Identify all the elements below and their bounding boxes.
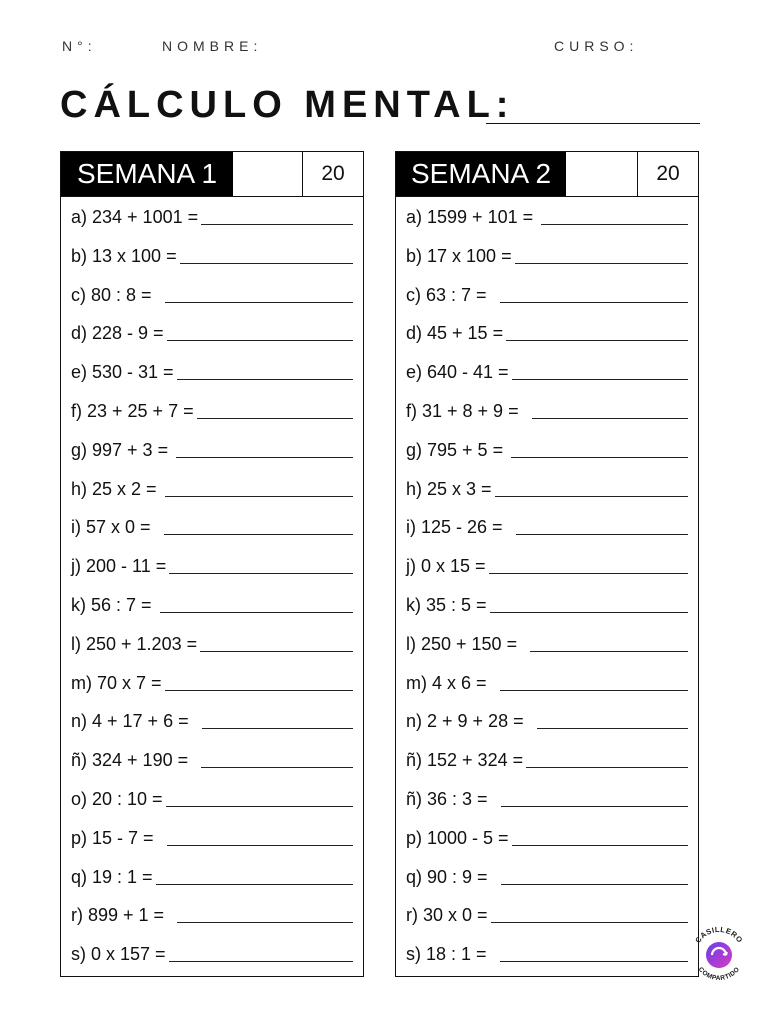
svg-text:CASILLERO <box>693 925 744 945</box>
exercise-expression: a) 1599 + 101 = <box>406 207 539 227</box>
exercise-row <box>406 594 690 633</box>
answer-line[interactable] <box>200 633 353 652</box>
answer-line[interactable] <box>490 594 688 613</box>
answer-line[interactable] <box>532 400 688 419</box>
exercise-row <box>406 439 690 478</box>
exercise-row <box>406 400 690 439</box>
answer-line[interactable] <box>537 710 688 729</box>
exercise-row <box>406 206 690 245</box>
week-1-label: SEMANA 1 <box>61 152 233 196</box>
exercise-row <box>71 710 355 749</box>
week-2-label: SEMANA 2 <box>396 152 566 196</box>
exercise-row <box>406 361 690 400</box>
exercise-expression: o) 20 : 10 = <box>71 788 163 809</box>
exercise-row <box>71 361 355 400</box>
page-title: CÁLCULO MENTAL: <box>60 84 515 126</box>
answer-line[interactable] <box>165 478 353 497</box>
exercise-row <box>71 400 355 439</box>
answer-line[interactable] <box>180 245 353 264</box>
exercise-expression: n) 2 + 9 + 28 = <box>406 711 534 732</box>
casillero-compartido-logo <box>688 924 750 986</box>
exercise-expression: e) 530 - 31 = <box>71 362 174 383</box>
exercise-row <box>71 904 355 943</box>
answer-line[interactable] <box>506 322 688 341</box>
exercise-expression: k) 35 : 5 = <box>406 594 487 615</box>
logo-text-top: CASILLERO <box>693 924 745 945</box>
answer-line[interactable] <box>177 361 353 380</box>
exercise-expression: b) 17 x 100 = <box>406 245 512 266</box>
answer-line[interactable] <box>201 206 353 225</box>
exercise-row <box>406 710 690 749</box>
exercise-expression: j) 200 - 11 = <box>71 556 167 577</box>
exercise-row <box>71 594 355 633</box>
exercise-expression: s) 18 : 1 = <box>406 944 497 965</box>
name-label: NOMBRE: <box>162 38 263 54</box>
exercise-expression: ñ) 152 + 324 = <box>406 750 524 771</box>
answer-line[interactable] <box>197 400 353 419</box>
answer-line[interactable] <box>541 206 688 225</box>
exercise-expression: r) 30 x 0 = <box>406 905 488 926</box>
answer-line[interactable] <box>201 749 353 768</box>
answer-line[interactable] <box>515 245 688 264</box>
exercise-expression: p) 1000 - 5 = <box>406 827 509 848</box>
exercise-expression: c) 63 : 7 = <box>406 284 497 305</box>
exercise-row <box>406 478 690 517</box>
exercise-row <box>71 516 355 555</box>
answer-line[interactable] <box>167 322 353 341</box>
answer-line[interactable] <box>166 788 353 807</box>
exercise-expression: c) 80 : 8 = <box>71 284 162 305</box>
exercise-row <box>406 788 690 827</box>
answer-line[interactable] <box>156 866 353 885</box>
number-label: N°: <box>62 38 97 54</box>
exercise-row <box>406 322 690 361</box>
exercise-expression: f) 23 + 25 + 7 = <box>71 400 194 421</box>
exercise-expression: ñ) 36 : 3 = <box>406 788 498 809</box>
exercise-row <box>71 245 355 284</box>
exercise-row <box>406 749 690 788</box>
answer-line[interactable] <box>516 516 688 535</box>
exercise-expression: p) 15 - 7 = <box>71 827 164 848</box>
answer-line[interactable] <box>500 943 688 962</box>
exercise-expression: i) 57 x 0 = <box>71 517 161 538</box>
exercise-row <box>71 322 355 361</box>
exercise-expression: b) 13 x 100 = <box>71 245 177 266</box>
week-1-header <box>61 152 363 197</box>
exercise-row <box>406 284 690 323</box>
exercise-expression: e) 640 - 41 = <box>406 362 509 383</box>
exercise-expression: m) 4 x 6 = <box>406 672 497 693</box>
exercise-row <box>71 555 355 594</box>
exercise-row <box>406 633 690 672</box>
exercise-row <box>71 943 355 982</box>
answer-line[interactable] <box>169 943 353 962</box>
exercise-row <box>71 206 355 245</box>
exercise-row <box>71 478 355 517</box>
exercise-row <box>406 827 690 866</box>
exercise-row <box>406 904 690 943</box>
exercise-expression: ñ) 324 + 190 = <box>71 750 199 771</box>
answer-line[interactable] <box>165 284 353 303</box>
exercise-row <box>71 439 355 478</box>
answer-line[interactable] <box>501 788 688 807</box>
answer-line[interactable] <box>164 516 353 535</box>
exercise-row <box>71 827 355 866</box>
exercise-expression: k) 56 : 7 = <box>71 594 157 615</box>
answer-line[interactable] <box>169 555 353 574</box>
exercise-row <box>71 284 355 323</box>
week-2-exercise-list <box>406 206 690 982</box>
answer-line[interactable] <box>526 749 688 768</box>
exercise-row <box>71 749 355 788</box>
week-1-score: 20 <box>302 152 363 196</box>
answer-line[interactable] <box>501 866 688 885</box>
week-2-column <box>395 151 699 977</box>
week-1-exercise-list <box>71 206 355 982</box>
exercise-expression: r) 899 + 1 = <box>71 905 175 926</box>
title-answer-line[interactable] <box>486 123 700 124</box>
exercise-expression: g) 795 + 5 = <box>406 439 509 460</box>
week-1-column <box>60 151 364 977</box>
exercise-expression: m) 70 x 7 = <box>71 672 162 693</box>
answer-line[interactable] <box>491 904 688 923</box>
exercise-expression: d) 228 - 9 = <box>71 323 164 344</box>
exercise-row <box>406 866 690 905</box>
answer-line[interactable] <box>512 827 688 846</box>
svg-text:COMPARTIDO <box>697 966 741 982</box>
exercise-expression: l) 250 + 1.203 = <box>71 633 198 654</box>
exercise-row <box>71 788 355 827</box>
exercise-expression: h) 25 x 2 = <box>71 478 162 499</box>
answer-line[interactable] <box>512 361 688 380</box>
exercise-row <box>406 943 690 982</box>
exercise-expression: l) 250 + 150 = <box>406 633 528 654</box>
exercise-row <box>406 555 690 594</box>
answer-line[interactable] <box>489 555 688 574</box>
exercise-row <box>406 516 690 555</box>
week-2-header <box>396 152 698 197</box>
logo-text-bottom: COMPARTIDO <box>696 966 742 983</box>
exercise-expression: h) 25 x 3 = <box>406 478 492 499</box>
exercise-expression: i) 125 - 26 = <box>406 517 513 538</box>
answer-line[interactable] <box>202 710 353 729</box>
answer-line[interactable] <box>495 478 688 497</box>
exercise-expression: g) 997 + 3 = <box>71 439 174 460</box>
answer-line[interactable] <box>176 439 353 458</box>
exercise-expression: s) 0 x 157 = <box>71 944 166 965</box>
exercise-row <box>71 633 355 672</box>
week-2-score: 20 <box>637 152 698 196</box>
exercise-row <box>406 672 690 711</box>
answer-line[interactable] <box>160 594 353 613</box>
exercise-row <box>406 245 690 284</box>
answer-line[interactable] <box>167 827 353 846</box>
course-label: CURSO: <box>554 38 639 54</box>
exercise-expression: d) 45 + 15 = <box>406 323 504 344</box>
answer-line[interactable] <box>500 672 688 691</box>
exercise-expression: f) 31 + 8 + 9 = <box>406 400 529 421</box>
exercise-expression: j) 0 x 15 = <box>406 556 486 577</box>
answer-line[interactable] <box>500 284 688 303</box>
answer-line[interactable] <box>530 633 688 652</box>
exercise-expression: q) 90 : 9 = <box>406 866 498 887</box>
answer-line[interactable] <box>511 439 688 458</box>
exercise-expression: a) 234 + 1001 = <box>71 207 199 227</box>
exercise-row <box>71 866 355 905</box>
exercise-row <box>71 672 355 711</box>
answer-line[interactable] <box>165 672 353 691</box>
exercise-expression: q) 19 : 1 = <box>71 866 153 887</box>
exercise-expression: n) 4 + 17 + 6 = <box>71 711 199 732</box>
answer-line[interactable] <box>177 904 353 923</box>
